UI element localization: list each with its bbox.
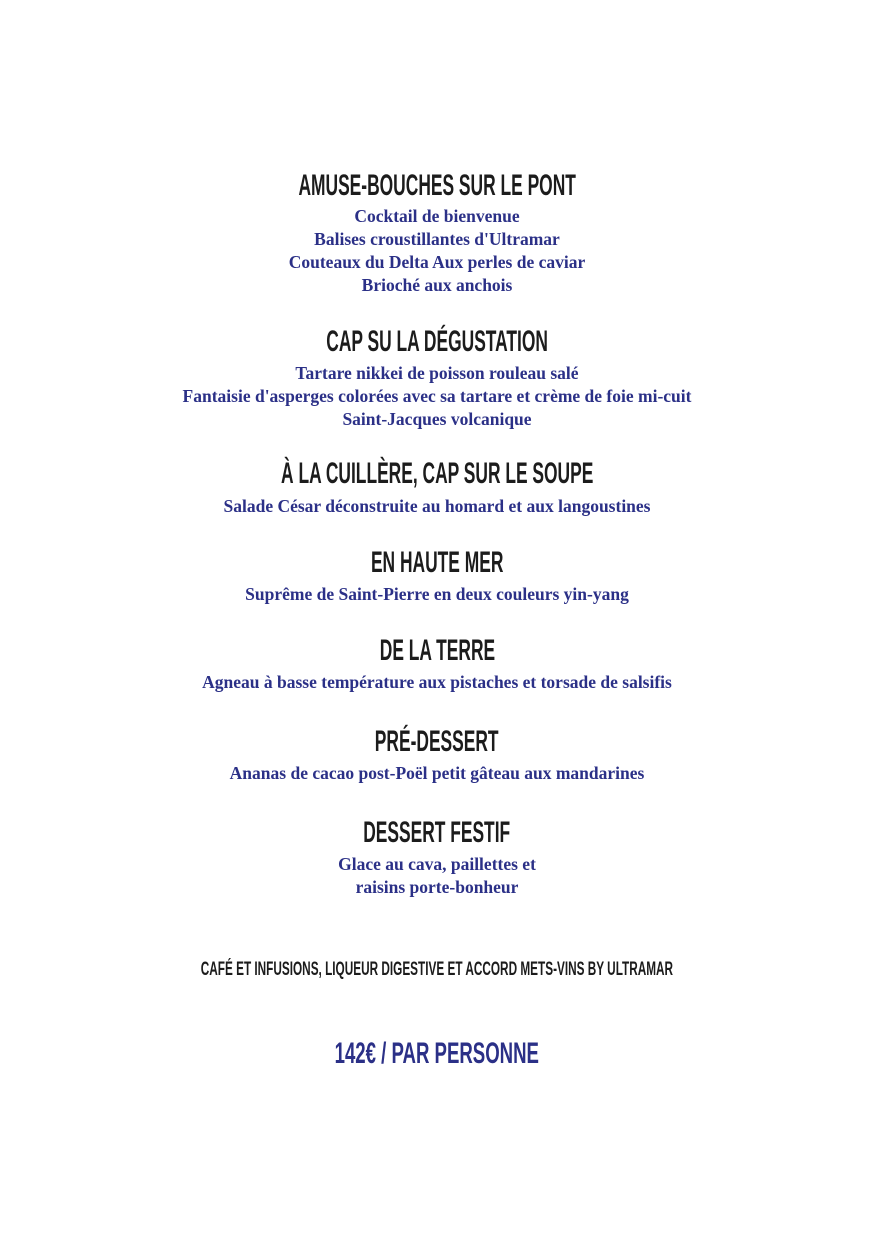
section-title-text: EN HAUTE MER (370, 546, 504, 579)
menu-item: Ananas de cacao post-Poël petit gâteau aux mandarines (229, 763, 645, 783)
footer-note-text: CAFÉ ET INFUSIONS, LIQUEUR DIGESTIVE ET ACCORD METS-VINS BY ULTRAMAR (200, 959, 674, 980)
price-text: 142€ / PAR PERSONNE (334, 1037, 540, 1070)
section-title (0, 818, 874, 848)
menu-item: Fantaisie d'asperges colorées avec sa tartare et crème de foie mi-cuit (182, 386, 692, 406)
menu-item: Saint-Jacques volcanique (342, 409, 532, 429)
menu-item: Cocktail de bienvenue (354, 206, 520, 226)
section-title-text: PRÉ-DESSERT (375, 725, 499, 758)
section-title (0, 171, 874, 201)
section-title-text: DESSERT FESTIF (363, 816, 511, 849)
menu-item: raisins porte-bonheur (355, 877, 519, 897)
section-title-text: À LA CUILLÈRE, CAP SUR LE SOUPE (280, 457, 594, 490)
section-title-text: AMUSE-BOUCHES SUR LE PONT (298, 169, 576, 202)
menu-item: Suprême de Saint-Pierre en deux couleurs yin-yang (245, 584, 629, 604)
section-title (0, 636, 874, 666)
section-title-text: CAP SU LA DÉGUSTATION (326, 325, 548, 358)
section-title-text: DE LA TERRE (379, 634, 495, 667)
section-title (0, 327, 874, 357)
menu-item: Glace au cava, paillettes et (338, 854, 536, 874)
menu-item: Brioché aux anchois (361, 275, 513, 295)
price (0, 1039, 874, 1069)
section-title (0, 727, 874, 757)
footer-note (0, 960, 874, 980)
menu-item: Couteaux du Delta Aux perles de caviar (288, 252, 586, 272)
menu-item: Balises croustillantes d'Ultramar (314, 229, 560, 249)
menu-item: Agneau à basse température aux pistaches et torsade de salsifis (202, 672, 672, 692)
section-title (0, 459, 874, 489)
menu-item: Tartare nikkei de poisson rouleau salé (295, 363, 579, 383)
section-title (0, 548, 874, 578)
menu-item: Salade César déconstruite au homard et aux langoustines (223, 496, 651, 516)
